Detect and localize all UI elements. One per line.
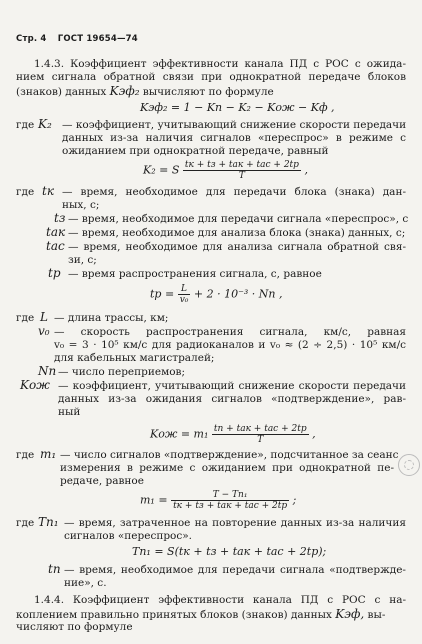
- where-label: где: [16, 312, 35, 324]
- numerator: tп + tак + tас + 2tр: [213, 424, 307, 434]
- numerator: T − Tп₁: [212, 490, 248, 500]
- where-label: где: [16, 186, 35, 198]
- definition-text: — коэффициент, учитывающий снижение скорости передачи: [58, 380, 406, 392]
- definition-tas-line-2: зи, с;: [68, 254, 97, 266]
- symbol-tas: tас: [46, 239, 65, 253]
- definition-text: — время, необходимое для анализа сигнала обратной свя-: [68, 241, 406, 253]
- paragraph-1-4-4-line-2: [16, 608, 406, 622]
- paragraph-1-4-3-line-1: 1.4.3. Коэффициент эффективности канала ПД с РОС с ожида-: [34, 58, 406, 70]
- denominator: tк + tз + tак + tас + 2tр: [173, 501, 288, 511]
- symbol-k-ef2: Kэф₂: [109, 84, 140, 98]
- definition-text: — время, необходимое для передачи сигнала «переспрос», с: [68, 213, 409, 225]
- formula-tail: ;: [292, 493, 297, 507]
- symbol-tz: tз: [54, 211, 66, 225]
- definition-text: — число переприемов;: [58, 366, 186, 378]
- definition-tk-line-2: ных, с;: [62, 199, 100, 211]
- formula-k2: [143, 160, 308, 181]
- definition-text: — время, затраченное на повторение данных из-за наличия: [64, 517, 406, 529]
- definition-m1-line-3: редаче, равное: [60, 475, 144, 487]
- formula-lhs: K₂ = S: [143, 163, 180, 177]
- fraction: [183, 160, 301, 181]
- formula-lhs: tр =: [150, 287, 175, 301]
- where-label: где: [16, 119, 35, 131]
- formula-tp1: Tп₁ = S(tк + tз + tак + tас + 2tр);: [132, 545, 327, 558]
- standard-code: ГОСТ 19654—74: [57, 34, 138, 44]
- symbol-v0: v₀: [38, 324, 50, 338]
- symbol-k2: K₂: [38, 117, 52, 131]
- fraction: [178, 284, 191, 305]
- symbol-l: L: [40, 310, 48, 324]
- symbol-tk: tк: [42, 184, 54, 198]
- formula-tail: ,: [304, 163, 308, 177]
- definition-text: — время, необходимое для анализа блока (знака) данных, с;: [68, 227, 406, 239]
- definition-text: — число сигналов «подтверждение», подсчитанное за сеанс: [60, 449, 399, 461]
- formula-tp: [150, 284, 283, 305]
- fraction: [171, 490, 289, 511]
- paragraph-1-4-4-line-1: 1.4.4. Коэффициент эффективности канала ПД с РОС с на-: [34, 594, 406, 606]
- formula-tail: + 2 · 10⁻³ · Nп ,: [193, 287, 283, 301]
- definition-k2-line-2: данных из-за наличия сигналов «переспрос» в режиме с: [62, 132, 406, 144]
- formula-tail: ,: [312, 427, 316, 441]
- denominator: T: [212, 434, 309, 445]
- formula-k-ef2: Kэф₂ = 1 − Kп − K₂ − Kож − Kф ,: [140, 101, 335, 114]
- definition-kozh-line-3: ный: [58, 406, 81, 418]
- definition-v0-line-3: для кабельных магистралей;: [54, 352, 215, 364]
- page-number: Стр. 4: [16, 34, 47, 44]
- paragraph-1-4-3-line-2: нием сигнала обратной связи при однократной передаче блоков: [16, 71, 406, 83]
- symbol-tp1: Tп₁: [38, 515, 59, 529]
- denominator: v₀: [179, 295, 189, 305]
- definition-tp1-line-2: сигналов «переспрос».: [64, 530, 193, 542]
- symbol-tpp: tп: [48, 562, 61, 576]
- definition-text: — время, необходимое для передачи сигнала «подтвержде-: [64, 564, 406, 576]
- denominator: T: [183, 170, 301, 181]
- text-segment: вы-: [367, 609, 386, 621]
- page-header: [16, 34, 146, 44]
- symbol-kozh: Kож: [20, 378, 50, 392]
- definition-tpp-line-2: ние», с.: [64, 577, 107, 589]
- definition-k2-line-3: ожиданием при однократной передаче, равный: [62, 145, 329, 157]
- definition-text: — длина трассы, км;: [54, 312, 169, 324]
- symbol-tak: tак: [46, 225, 66, 239]
- definition-text: — скорость распространения сигнала, км/с, равная: [54, 326, 406, 338]
- symbol-k-ef: Kэф,: [335, 607, 365, 621]
- symbol-m1: m₁: [40, 447, 57, 461]
- definition-text: — время, необходимое для передачи блока (знака) дан-: [62, 186, 406, 198]
- paragraph-1-4-4-line-3: числяют по формуле: [16, 621, 133, 633]
- numerator: tк + tз + tак + tас + 2tр: [184, 160, 299, 170]
- punch-hole-mark: [398, 454, 420, 476]
- where-label: где: [16, 517, 35, 529]
- numerator: L: [181, 284, 188, 294]
- paragraph-1-4-3-line-3: [16, 85, 274, 99]
- symbol-np: Nп: [38, 364, 57, 378]
- text-segment: вычисляют по формуле: [142, 86, 274, 98]
- formula-lhs: Kож = m₁: [150, 427, 209, 441]
- text-segment: коплением правильно принятых блоков (знаков) данных: [16, 609, 332, 621]
- definition-text: — коэффициент, учитывающий снижение скорости передачи: [62, 119, 407, 131]
- symbol-tp: tр: [48, 266, 61, 280]
- definition-v0-line-2: v₀ = 3 · 10⁵ км/с для радиоканалов и v₀ ≈ (2 ÷ 2,5) · 10⁵ км/с: [54, 339, 406, 351]
- text-segment: (знаков) данных: [16, 86, 107, 98]
- formula-lhs: m₁ =: [140, 493, 168, 507]
- formula-kozh: [150, 424, 316, 445]
- definition-kozh-line-2: данных из-за ожидания сигналов «подтверждение», рав-: [58, 393, 406, 405]
- definition-text: — время распространения сигнала, с, равное: [68, 268, 322, 280]
- definition-m1-line-2: измерения в режиме с ожиданием при однократной пе-: [60, 462, 394, 474]
- where-label: где: [16, 449, 35, 461]
- fraction: [212, 424, 309, 445]
- formula-m1: [140, 490, 296, 511]
